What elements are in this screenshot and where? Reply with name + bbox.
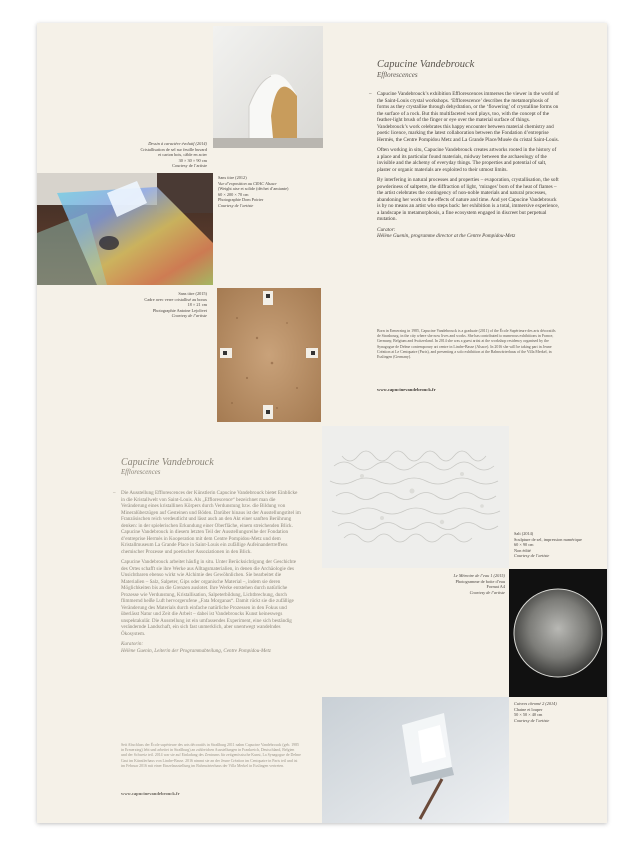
dash-mark: –: [369, 91, 372, 97]
caption-arch: [141, 141, 207, 169]
german-body: [113, 490, 301, 658]
german-curator-label: Kuratorin:: [121, 641, 144, 647]
german-subtitle: Efflorescences: [121, 469, 161, 476]
caption-line: et carton bois, câble en acier: [158, 152, 207, 158]
caption-line: Chaine et louper: [514, 706, 543, 712]
caption-line: Le Mémoire de l’eau 1 (2015): [453, 573, 505, 578]
caption-line: Courtesy de l’artiste: [171, 313, 207, 319]
english-bio: Born in Ermerzing in 1985, Capucine Vandebrouck is a graduate (2011) of the École Supérieure des arts décoratifs de Strasbourg, in the city where she now lives and works. She has contributed to numerous exhibitions in France, Germany, Belgium and Switzerland. In 2014 she was a guest artist at the workshop residency organised by the Synagogue de Delme contemporary art centre in Lindre-Basse (Alsace). In 2016 she will be taking part in Jeune Création at Le Centquatre (Paris), and presenting a solo exhibition at the Bahnwärterhaus of the Villa Merkel, in Esslingen (Germany).: [377, 329, 556, 360]
caption-line: Salt (2014): [514, 531, 534, 536]
caption-line: Sans titre (2012): [218, 175, 247, 180]
caption-line: Format A4: [486, 584, 505, 590]
white-arch-sculpture-image: [213, 26, 323, 148]
caption-salt: [514, 531, 582, 559]
caption-line: 30 × 30 × 90 cm: [178, 157, 207, 163]
caption-line: Photogramme de boite d’eau: [455, 578, 505, 584]
caption-line: 60 × 90 cm: [514, 542, 534, 548]
caption-line: Courtesy de l’artiste: [514, 553, 550, 559]
caption-line: Sans titre (2015): [178, 291, 207, 296]
caption-line: 18 × 21 cm: [187, 302, 207, 308]
english-paragraph: By interfering in natural processes and properties – evaporation, crystallisation, the soft powderiness of saltpetre, the diffraction of light, ‘mirages’ born of the heat of flames – the artist celebrates the contingency of non-noble materials and natural processes, abandoning her work to the effects of nature and time. And yet Capucine Vandebrouck is by no means an artist who steps back: her exhibition is a total, immersive experience, a landscape in metamorphosis, a fine ecosystem engaged in discreet but perpetual mutation.: [377, 177, 559, 222]
crystallised-frame-image: [217, 288, 321, 422]
circular-photogram-image: [509, 569, 607, 697]
caption-line: Courtesy de l’artiste: [172, 163, 207, 169]
caption-line: Courtesy de l’artiste: [514, 717, 550, 723]
english-subtitle: Efflorescences: [377, 71, 418, 79]
english-curator-label: Curator:: [377, 226, 396, 233]
caption-line: Dessin à caractère évolutif (2014): [148, 141, 207, 146]
caption-line: Courtesy de l’artiste: [469, 589, 505, 595]
caption-line: Non édité: [514, 547, 531, 553]
german-bio: Seit Abschluss der École supérieure des arts décoratifs in Straßburg 2011 nahm Capucine Vandebrouck (geb. 1985 in Ermerzing) lebt und arbeitet in Straßburg) an zahlreichen Ausstellungen in Frankreich, Deutschland, Belgien und der Schweiz teil. 2014 war sie auf Einladung des Zentrums für zeitgenössische Kunst, La Synagogue de Delme Gast im Künstlerhaus von Lindre-Basse. 2016 nimmt sie an der Jeune Création im Centquatre in Paris teil und ist im Februar 2016 mit einer Einzelausstellung im Bahnwärterhaus der Villa Merkel in Esslingen vertreten.: [121, 743, 301, 768]
caption-glass: [514, 701, 557, 723]
caption-prism: [218, 175, 288, 209]
caption-line: 60 × 200 × 70 cm: [218, 191, 249, 197]
english-website-link[interactable]: www.capucinevandebrouck.fr: [377, 387, 436, 392]
caption-line: 50 × 50 × 40 cm: [514, 712, 543, 718]
caption-line: Cuivres chromé 2 (2014): [514, 701, 557, 706]
english-body: [369, 91, 559, 244]
glass-sculpture-image: [322, 697, 509, 823]
caption-line: (Weight aise et solide (déchet d’amiante): [218, 186, 289, 192]
caption-line: Cadre avec verre cristallisé au borax: [144, 296, 207, 302]
english-title: Capucine Vandebrouck: [377, 59, 475, 70]
english-paragraph: Capucine Vandebrouck’s exhibition Efflorescences immerses the viewer in the world of the Saint-Louis crystal workshops. ‘Efflorescence’ describes the metamorphosis of forms as they crystallise through dehydration, or the ‘flowering’ of crystalline forms on the surface of a rock. But this multifaceted word plays, too, with the concept of the feather-light brush of the finger or eye over the material surface of things. Vandebrouck’s work celebrates this happy encounter between material chemistry and poetic licence, marking the latest collaboration between the Fondation d’entreprise Hermès, the Centre Pompidou Metz and La Grande Place/Musée du cristal Saint-Louis.: [377, 91, 559, 143]
caption-line: Photographie Dom Poirier: [218, 197, 264, 203]
caption-line: Courtesy de l’artiste: [218, 202, 254, 208]
german-curator-name: Hélène Guenin, Leiterin der Programmabteilung, Centre Pompidou-Metz: [121, 647, 271, 654]
german-paragraph: Capucine Vandebrouck arbeitet häufig in situ. Unter Berücksichtigung der Geschichte des Ortes schafft sie ihre Werke aus Alltagsmaterialien, in denen die Archäologie des Unsichtbaren ebenso wirkt wie Alchimie des Gewöhnlichen. Sie bearbeitet die Materialien – Salz, Salpeter, Gips oder organische Material –, indem sie deren Möglichkeiten bis an die Grenzen auslotet. Ihre Werke entstehen durch natürliche Prozesse wie Verdunstung, Kristallisation, Salpeterbildung, Lichtbrechung, durch flimmernd heiße Luft hervorgerufene „Fata Morganas“. Damit rückt sie die zufällige Veränderung des Materials durch einfache natürliche Prozessen in den Fokus und überlässt Natur und Zeit die Arbeit – dabei ist Vandebroucks Kunst keineswegs unspektakulär. Die Ausstellung ist ein umfassendes Experiment, eine sich beständig verändernde Landschaft, ein sich fast unmerklich, aber unentwegt wandelndes Ökosystem.: [121, 559, 297, 637]
caption-line: Photographie Antoine Lejolivet: [152, 307, 207, 313]
iridescent-glass-image: [37, 173, 213, 285]
dash-mark: –: [113, 490, 116, 496]
german-paragraph: Die Ausstellung Efflorescences der Künstlerin Capucine Vandebrouck bietet Einblicke in die Kristallwelt von Saint-Louis. Als „Efflorescence“ bezeichnet man die Veränderung eines kristallinen Körpers durch Verdunstung bzw. die Bildung von Mineralüberzügen auf Gesteinen und Böden. Darüber hinaus ist der Ausstellungstitel im Französischen reich verdeutlicht und lässt auch an den Akt einer sanften Berührung denken: in der spielerischen Erkundung einer Oberfläche, einem streichenden Blick. Capucine Vandebrouck in diesem letzten Teil der Ausstellungsreihe der Fondation d’entreprise Hermès in Kooperation mit dem Centre Pompidou-Metz und dem Kristallmuseum La Grande Place in Saint-Louis ein zufällige Aufeinandertreffens chemischer Prozesse und poetischer Assoziationen in den Blick.: [121, 490, 301, 555]
english-paragraph: Often working in situ, Capucine Vandebrouck creates artworks rooted in the history of a place and its particular found materials, midway between the archaeology of the invisible and the alchemy of everyday things. The properties and potential of salt, plaster or organic materials are exploited to their utmost limits.: [377, 147, 557, 173]
white-salt-image: [322, 426, 509, 568]
caption-line: Vue d’exposition au CRAC Alsace: [218, 180, 277, 186]
caption-line: Sculpture de sel, impression numérique: [514, 536, 582, 542]
caption-frame: [144, 291, 207, 319]
german-title: Capucine Vandebrouck: [121, 457, 214, 468]
poster: [37, 23, 607, 823]
german-website-link[interactable]: www.capucinevandebrouck.fr: [121, 791, 180, 796]
caption-line: Cristallisation de sel sur feuille buvard: [140, 146, 207, 152]
caption-photogram: [453, 573, 505, 595]
english-curator-name: Hélène Guenin, programme director at the Centre Pompidou-Metz: [377, 233, 516, 239]
